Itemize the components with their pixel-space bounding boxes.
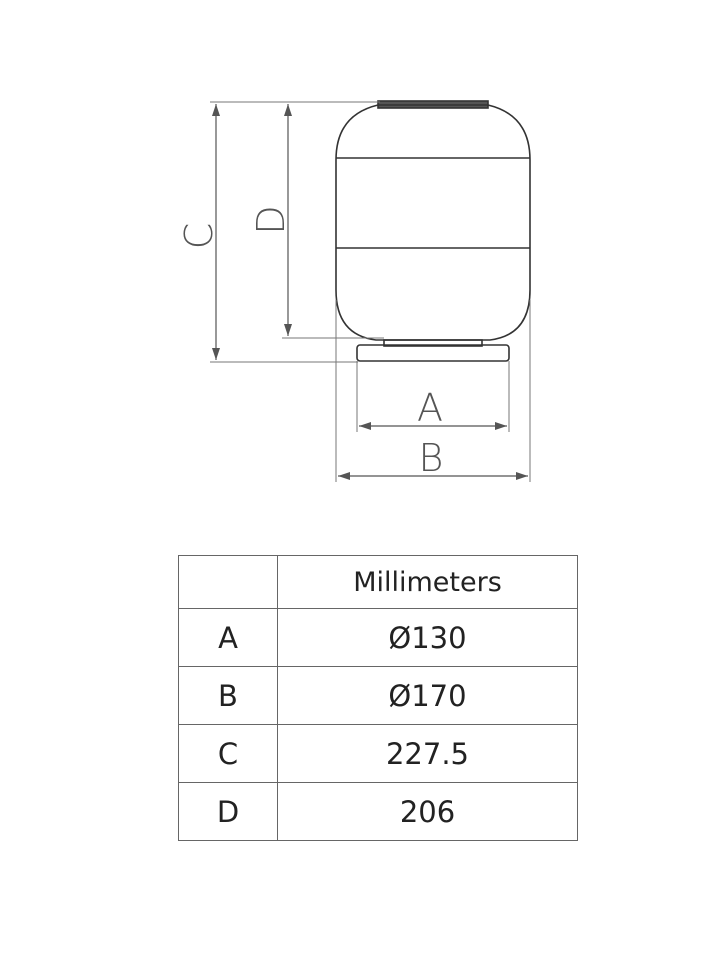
table-cell-key: A xyxy=(179,609,278,667)
table-cell-key: C xyxy=(179,725,278,783)
table-cell-value: Ø170 xyxy=(278,667,578,725)
vessel-outline xyxy=(336,101,530,361)
dim-label-b: B xyxy=(418,436,444,480)
dim-label-c: C xyxy=(177,222,221,250)
dimensions-table xyxy=(178,555,578,841)
dimension-lines xyxy=(216,104,528,476)
vessel-body xyxy=(336,105,530,340)
table-header-row xyxy=(179,556,578,609)
dim-label-a: A xyxy=(417,386,443,430)
table-cell-key: B xyxy=(179,667,278,725)
table-header-units: Millimeters xyxy=(278,556,578,609)
vessel-base-flange xyxy=(357,345,509,361)
dim-label-d: D xyxy=(249,205,293,235)
table-header-key xyxy=(179,556,278,609)
table-row xyxy=(179,783,578,841)
table-cell-value: 206 xyxy=(278,783,578,841)
table-cell-key: D xyxy=(179,783,278,841)
table-cell-value: Ø130 xyxy=(278,609,578,667)
table-cell-value: 227.5 xyxy=(278,725,578,783)
table-row xyxy=(179,609,578,667)
table-row xyxy=(179,725,578,783)
table-row xyxy=(179,667,578,725)
extension-lines xyxy=(210,102,530,482)
